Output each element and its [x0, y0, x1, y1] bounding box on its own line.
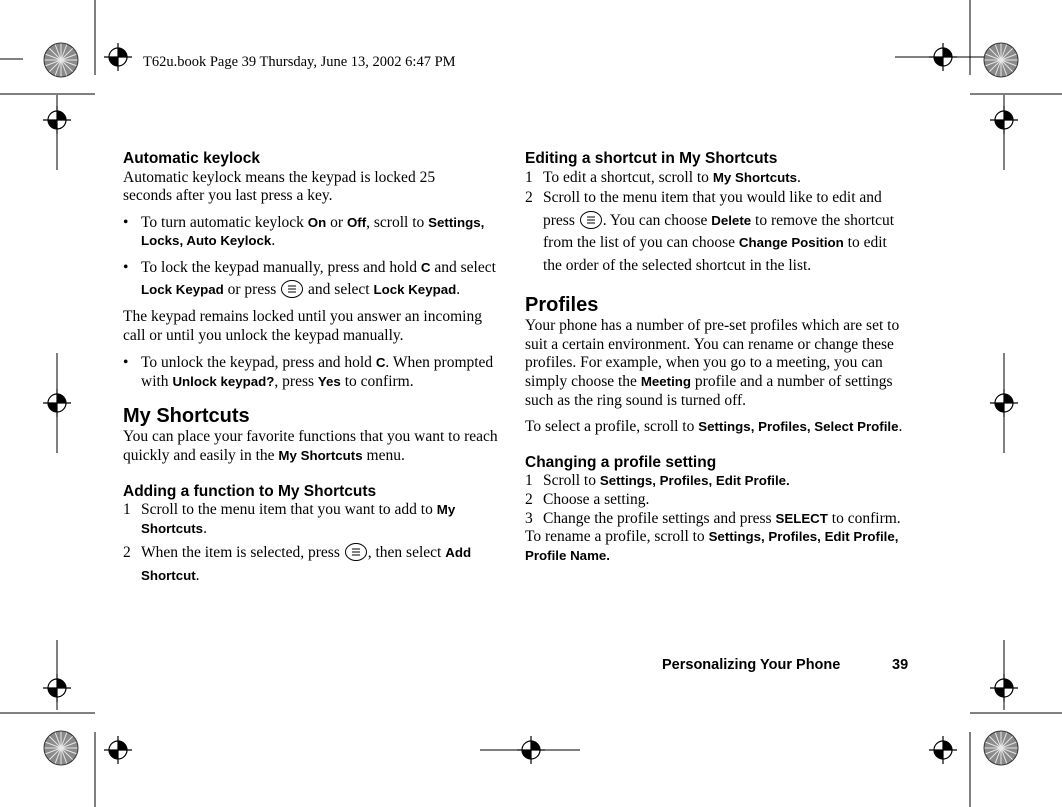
changing-steps [525, 472, 909, 528]
editing-heading: Editing a shortcut in My Shortcuts [525, 150, 778, 167]
editing-step-2: 2 Scroll to the menu item that you would like to edit and press . You can choose Delete to remove the shortcut from the list of you can choose Change Position to edit the order of the selected shortcut in the list. [525, 189, 895, 274]
bullet-auto-keylock: • To turn automatic keylock On or Off, scroll to Settings, Locks, Auto Keylock. [123, 214, 507, 251]
my-shortcuts-intro: You can place your favorite functions that you want to reach quickly and easily in the My Shortcuts menu. [123, 428, 498, 464]
rename-profile-text: To rename a profile, scroll to Settings, Profiles, Edit Profile, Profile Name. [525, 528, 899, 563]
select-profile-text: To select a profile, scroll to Settings, Profiles, Select Profile. [525, 418, 903, 436]
my-shortcuts-heading: My Shortcuts [123, 405, 250, 428]
print-header-note: T62u.book Page 39 Thursday, June 13, 2002 6:47 PM [143, 54, 456, 70]
adding-steps [123, 501, 507, 587]
changing-step-3: 3 Change the profile settings and press SELECT to confirm. [525, 509, 901, 527]
keypad-locked-paragraph: The keypad remains locked until you answer an incoming call or until you unlock the keypad manually. [123, 307, 482, 344]
auto-keylock-intro: Automatic keylock means the keypad is locked 25 seconds after you last press a key. [123, 168, 436, 205]
editing-steps [525, 169, 909, 278]
keylock-bullets [123, 214, 507, 302]
footer-section-title: Personalizing Your Phone [662, 657, 841, 673]
page-number: 39 [892, 657, 909, 673]
menu-key-icon [280, 279, 304, 299]
adding-heading: Adding a function to My Shortcuts [123, 482, 377, 500]
editing-step-1: 1 To edit a shortcut, scroll to My Shortcuts. [525, 168, 801, 186]
left-column [123, 150, 507, 587]
menu-key-icon [579, 210, 603, 230]
adding-step-2: 2 When the item is selected, press , then select Add Shortcut. [123, 544, 472, 584]
bullet-unlock: • To unlock the keypad, press and hold C. When prompted with Unlock keypad?, press Yes to confirm. [123, 354, 507, 391]
changing-step-1: 1 Scroll to Settings, Profiles, Edit Profile. [525, 472, 790, 490]
bullet-lock-manually: • To lock the keypad manually, press and hold C and select Lock Keypad or press and select Lock Keypad. [123, 257, 507, 302]
changing-step-2: 2 Choose a setting. [525, 490, 650, 508]
changing-heading: Changing a profile setting [525, 453, 717, 471]
unlock-bullets [123, 354, 507, 391]
menu-key-icon [344, 542, 368, 562]
auto-keylock-heading: Automatic keylock [123, 150, 260, 167]
profiles-intro: Your phone has a number of pre-set profiles which are set to suit a certain environment. You can rename or change these profiles. For example, when you go to a meeting, you can simply choose the Meeting profile and a number of settings such as the ring sound is turned off. [525, 317, 900, 409]
profiles-heading: Profiles [525, 294, 599, 317]
adding-step-1: 1 Scroll to the menu item that you want to add to My Shortcuts. [123, 501, 456, 537]
right-column [525, 150, 909, 565]
